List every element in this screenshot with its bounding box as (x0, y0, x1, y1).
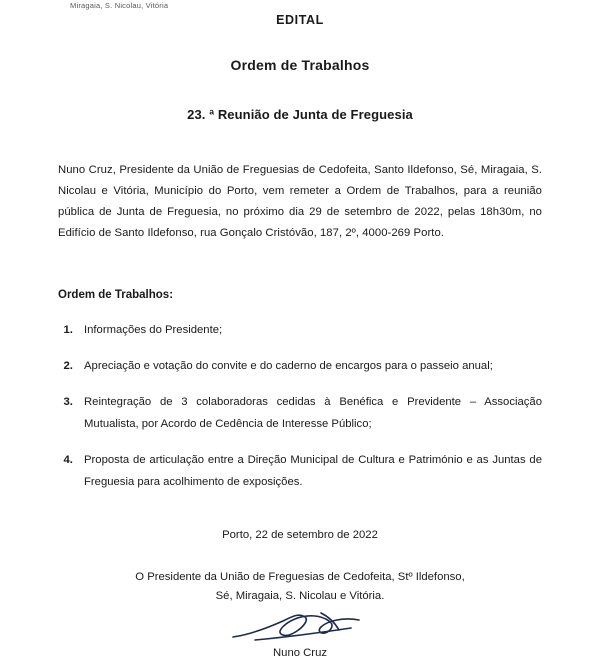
list-item: 2. Apreciação e votação do convite e do caderno de encargos para o passeio anual; (76, 355, 542, 377)
place-and-date: Porto, 22 de setembro de 2022 (222, 528, 378, 541)
meeting-title: 23. ª Reunião de Junta de Freguesia (187, 107, 413, 122)
agenda-list (58, 319, 542, 493)
signature-line-2: Sé, Miragaia, S. Nicolau e Vitória. (215, 589, 385, 602)
document-heading-edital: EDITAL (276, 13, 324, 27)
signature-block (58, 569, 542, 605)
handwritten-signature-icon (58, 607, 542, 647)
list-item: 1. Informações do Presidente; (76, 319, 542, 341)
list-item: 3. Reintegração de 3 colaboradoras cedidas à Benéfica e Previdente – Associação Mutualista, por Acordo de Cedência de Interesse Público; (76, 391, 542, 435)
signer-name: Nuno Cruz (273, 646, 327, 659)
agenda-label: Ordem de Trabalhos: (58, 288, 174, 301)
intro-paragraph: Nuno Cruz, Presidente da União de Freguesias de Cedofeita, Santo Ildefonso, Sé, Miragaia, S. Nicolau e Vitória, Município do Porto, vem remeter a Ordem de Trabalhos, para a reunião pública de Junta de Freguesia, no próximo dia 29 de setembro de 2022, pelas 18h30m, no Edifício de Santo Ildefonso, rua Gonçalo Cristóvão, 187, 2º, 4000-269 Porto. (58, 164, 542, 239)
document-subtitle: Ordem de Trabalhos (230, 57, 370, 73)
signature-line-1: O Presidente da União de Freguesias de Cedofeita, Stº Ildefonso, (135, 570, 465, 583)
header-fragment-text: Miragaia, S. Nicolau, Vitória (70, 1, 169, 10)
list-item: 4. Proposta de articulação entre a Direção Municipal de Cultura e Património e as Juntas de Freguesia para acolhimento de exposições. (76, 449, 542, 493)
